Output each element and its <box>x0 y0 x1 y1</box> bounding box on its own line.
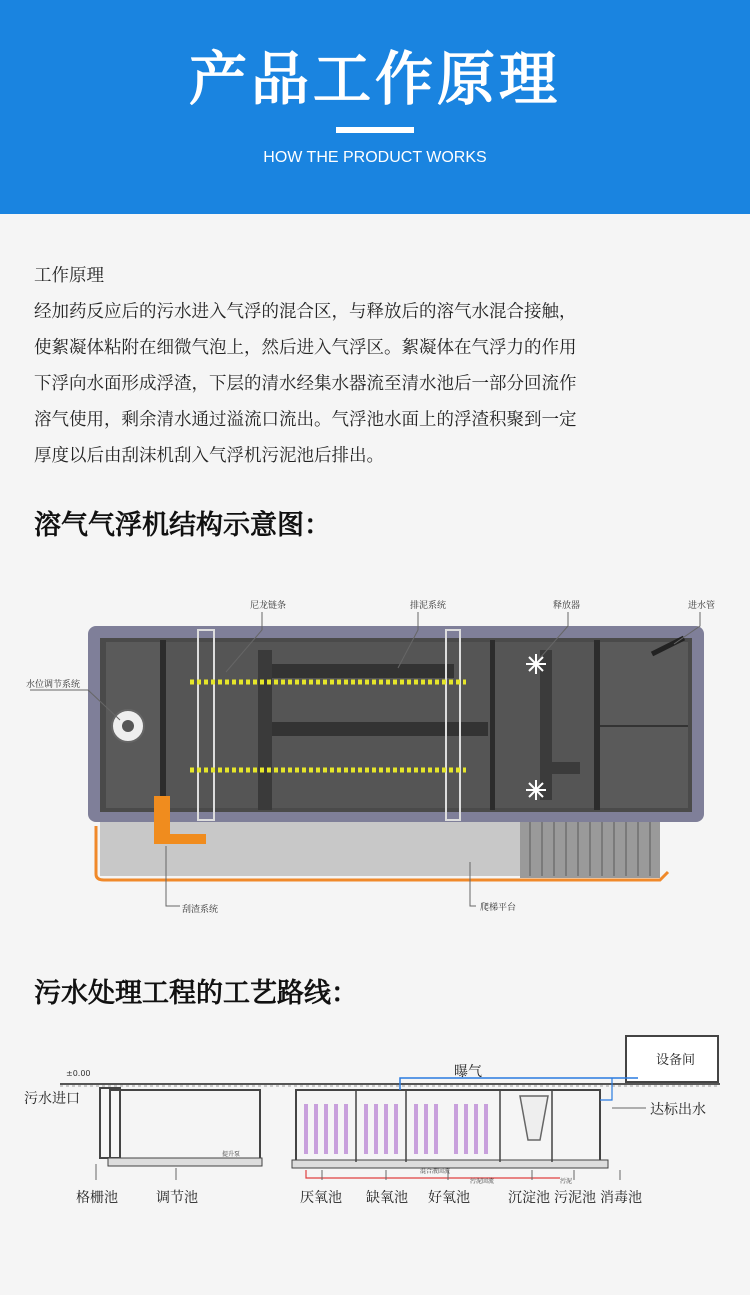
releaser-head-lower <box>526 780 546 800</box>
mixed-return-label: 混合液回流 <box>420 1168 451 1175</box>
label-aerobic: 好氧池 <box>428 1190 470 1206</box>
ladder-platform <box>520 818 660 878</box>
label-anoxic: 缺氧池 <box>366 1190 408 1206</box>
page-subtitle: HOW THE PRODUCT WORKS <box>263 149 487 166</box>
bio-tank <box>296 1090 600 1164</box>
sludge-line-label: 污泥 <box>560 1178 573 1185</box>
label-disinfection: 消毒池 <box>600 1190 642 1206</box>
sedimentation-cone <box>520 1096 548 1140</box>
process-diagram <box>0 1030 750 1230</box>
structure-diagram <box>0 590 750 930</box>
label-inlet-pipe: 进水管 <box>688 601 716 611</box>
label-grid: 格栅池 <box>76 1190 118 1206</box>
outlet-line <box>600 1078 612 1100</box>
principle-block <box>34 258 724 474</box>
label-sludge: 污泥池 <box>554 1190 596 1206</box>
label-scraper-system: 刮渣系统 <box>182 905 219 915</box>
header-banner <box>0 0 750 214</box>
label-nylon-chain: 尼龙链条 <box>250 601 287 611</box>
principle-line: 使絮凝体粘附在细微气泡上，然后进入气浮区。絮凝体在气浮力的作用 <box>34 338 577 358</box>
page-title: 产品工作原理 <box>188 45 561 113</box>
principle-title: 工作原理 <box>34 266 104 286</box>
principle-line: 溶气使用，剩余清水通过溢流口流出。气浮池水面上的浮渣积聚到一定 <box>34 410 577 430</box>
label-sedimentation: 沉淀池 <box>508 1190 550 1206</box>
title-underline <box>336 127 414 133</box>
label-level-system: 水位调节系统 <box>26 680 81 690</box>
label-ladder-platform: 爬梯平台 <box>480 903 517 913</box>
releaser-pipe <box>540 650 552 800</box>
pump-label: 提升泵 <box>222 1151 241 1158</box>
sludge-return-label: 污泥回流 <box>470 1178 495 1185</box>
label-outlet: 达标出水 <box>650 1102 706 1118</box>
label-inlet: 污水进口 <box>24 1091 80 1107</box>
label-aeration: 曝气 <box>454 1064 482 1080</box>
label-equipment-room: 设备间 <box>656 1053 696 1068</box>
principle-line: 经加药反应后的污水进入气浮的混合区，与释放后的溶气水混合接触， <box>34 302 577 322</box>
label-anaerobic: 厌氧池 <box>300 1190 342 1206</box>
label-sludge-system: 排泥系统 <box>410 601 447 611</box>
structure-title: 溶气气浮机结构示意图： <box>34 510 331 541</box>
label-releaser: 释放器 <box>553 601 581 611</box>
principle-line: 下浮向水面形成浮渣，下层的清水经集水器流至清水池后一部分回流作 <box>34 374 577 394</box>
releaser-head-upper <box>526 654 546 674</box>
principle-line: 厚度以后由刮沫机刮入气浮机污泥池后排出。 <box>34 446 384 466</box>
aerators <box>306 1104 486 1154</box>
sludge-pipe-middle <box>258 722 488 736</box>
sludge-pipe-upper <box>258 664 454 678</box>
label-regulating: 调节池 <box>156 1190 198 1206</box>
elevation-label: ±0.00 <box>66 1069 91 1078</box>
process-title: 污水处理工程的工艺路线： <box>34 978 358 1009</box>
